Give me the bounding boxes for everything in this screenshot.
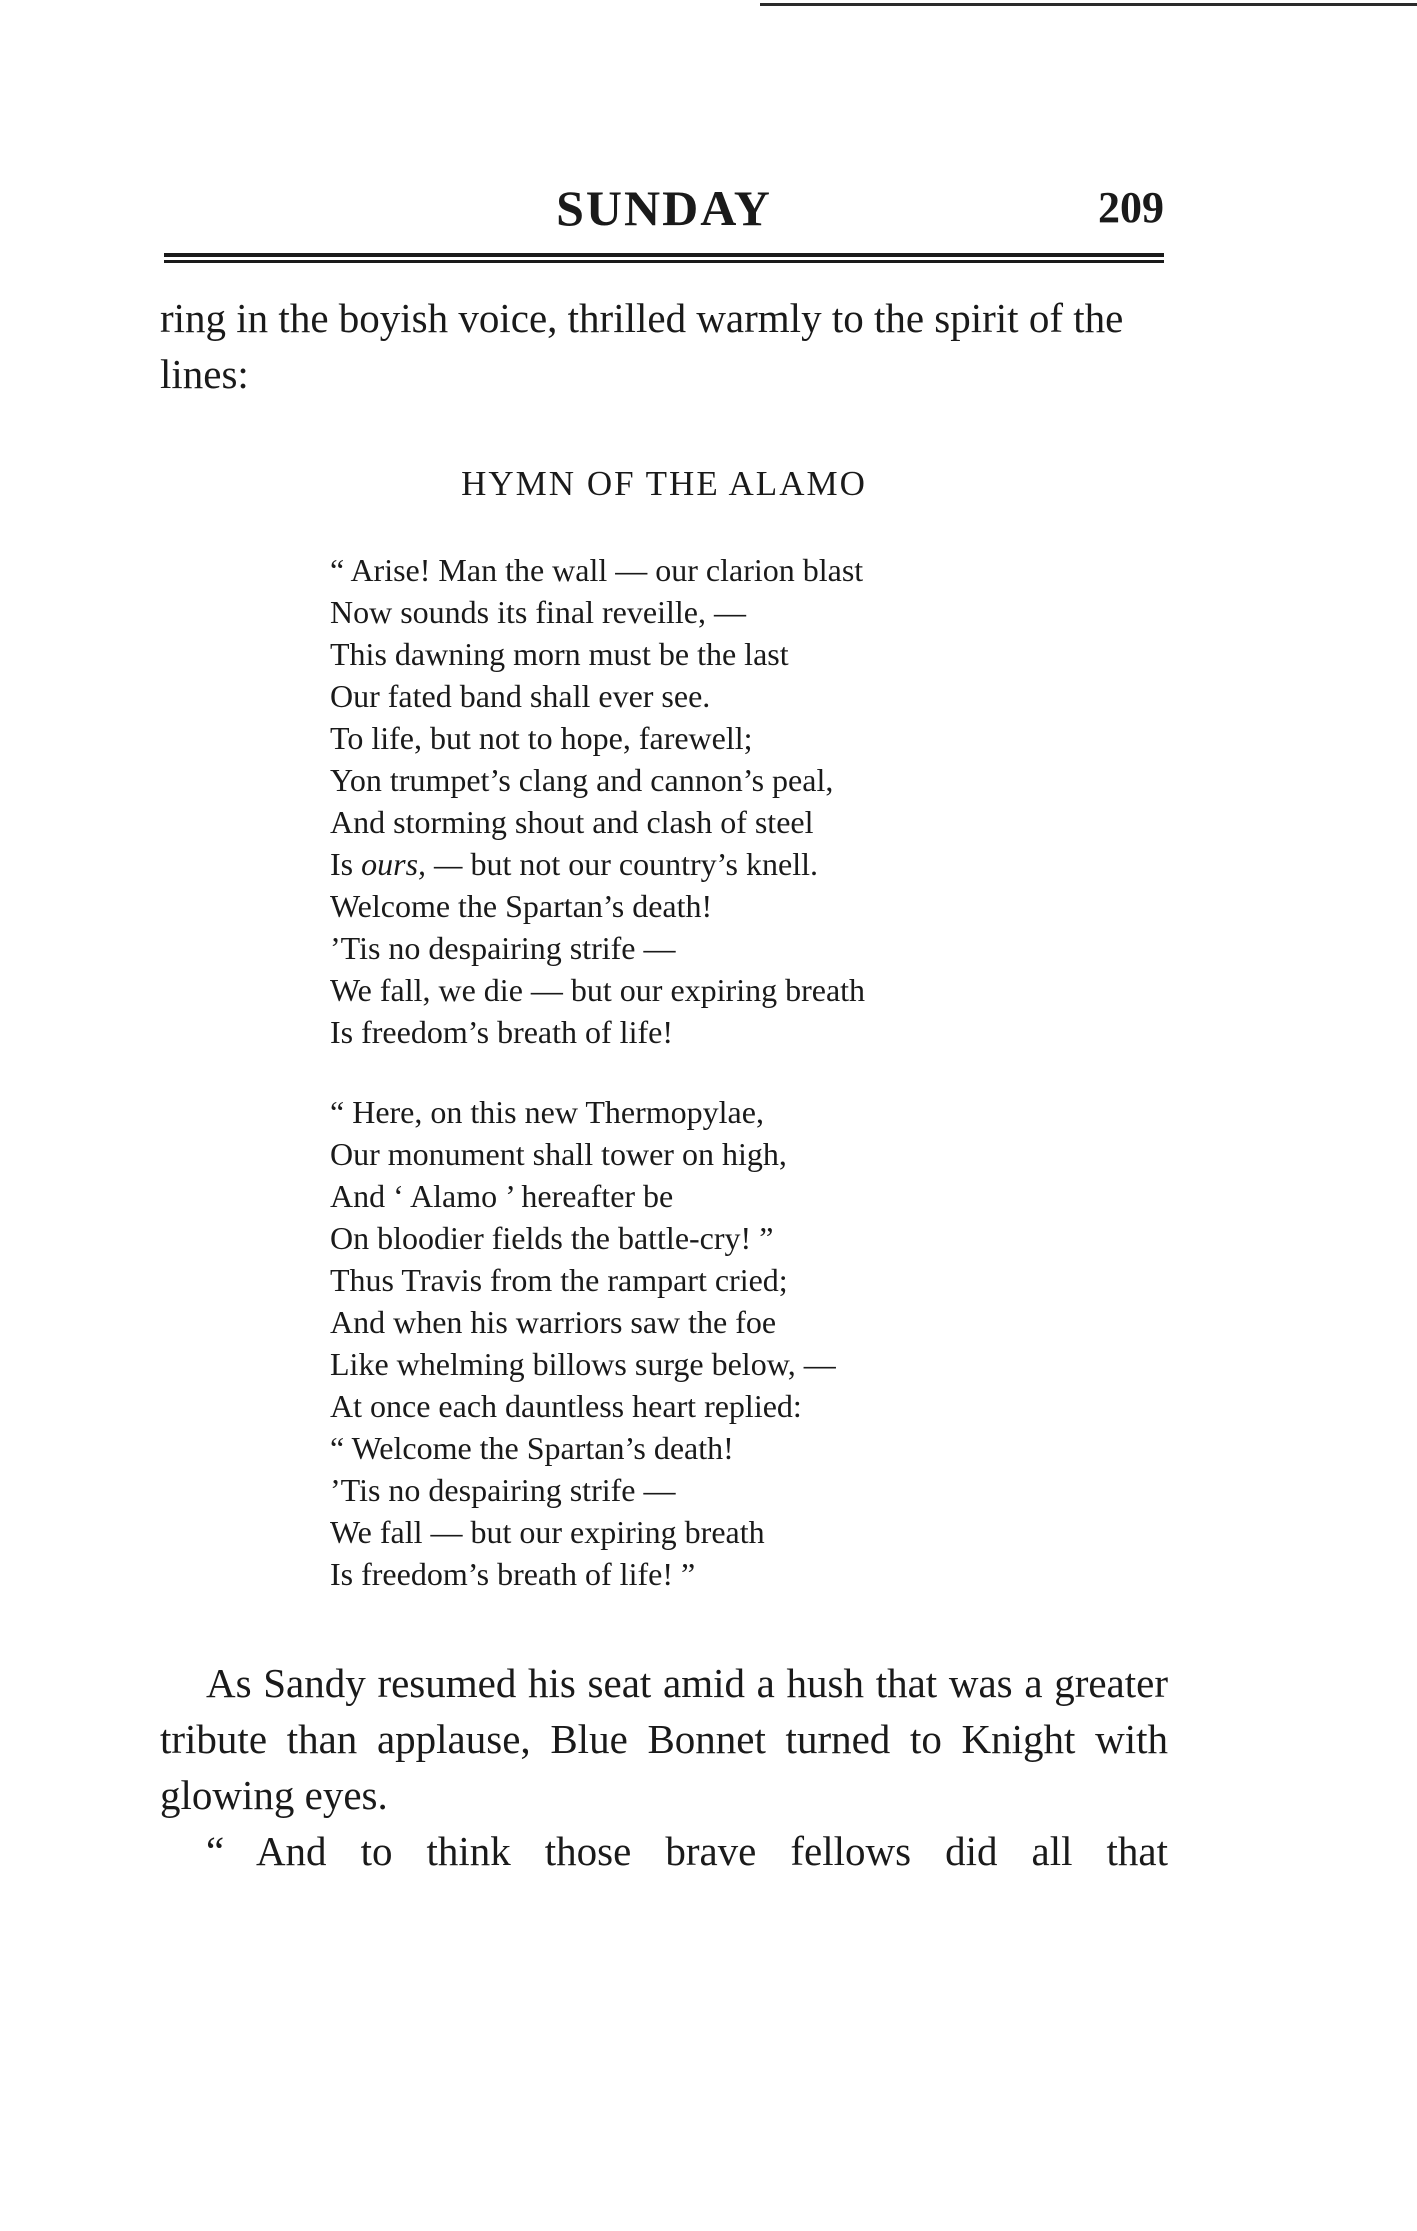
verse-line: “ Welcome the Spartan’s death! [330,1430,734,1466]
opening-text: ring in the boyish voice, thrilled warmly to the spirit of the lines: [160,295,1124,397]
verse-fragment: but not our country’s knell. [470,846,818,882]
poem-stanza-1 [330,549,1030,1053]
page-number: 209 [1098,183,1164,232]
header-rule [164,253,1164,265]
verse-line: At once each dauntless heart replied: [330,1388,802,1424]
verse-fragment: Is [330,846,354,882]
verse-line [330,843,1030,885]
verse-line: ’Tis no despairing strife — [330,930,676,966]
verse-line: We fall — but our expiring breath [330,1514,765,1550]
verse-emphasis: ours, — [361,846,463,882]
poem-title: HYMN OF THE ALAMO [461,464,867,503]
verse-line: Our fated band shall ever see. [330,678,711,714]
verse-line: Now sounds its final reveille, — [330,594,746,630]
opening-paragraph [160,290,1168,402]
verse-line: And storming shout and clash of steel [330,804,814,840]
verse-line: And when his warriors saw the foe [330,1304,777,1340]
header-rule-thick [164,253,1164,257]
verse-line: Yon trumpet’s clang and cannon’s peal, [330,762,834,798]
verse-line: “ Here, on this new Thermopylae, [330,1094,764,1130]
verse-line: “ Arise! Man the wall — our clarion blast [330,552,864,588]
verse-line: Like whelming billows surge below, — [330,1346,836,1382]
poem-stanza-2 [330,1091,1030,1595]
verse-line: ’Tis no despairing strife — [330,1472,676,1508]
closing-paragraph-2: “ And to think those brave fellows did all that [206,1828,1168,1874]
header-rule-thin [164,260,1164,263]
page-header [164,178,1164,248]
verse-line: And ‘ Alamo ’ hereafter be [330,1178,674,1214]
verse-line: Thus Travis from the rampart cried; [330,1262,788,1298]
verse-line: Welcome the Spartan’s death! [330,888,713,924]
running-head: SUNDAY [556,180,772,236]
verse-line: This dawning morn must be the last [330,636,789,672]
verse-line: Is freedom’s breath of life! ” [330,1556,696,1592]
verse-line: Our monument shall tower on high, [330,1136,787,1172]
verse-line: To life, but not to hope, farewell; [330,720,753,756]
verse-line: On bloodier fields the battle-cry! ” [330,1220,774,1256]
verse-line: Is freedom’s breath of life! [330,1014,673,1050]
page-edge-line [760,3,1417,6]
closing-paragraph-1: As Sandy resumed his seat amid a hush that was a greater tribute than applause, Blue Bonnet turned to Knight with glowing eyes. [160,1660,1168,1818]
verse-line: We fall, we die — but our expiring breath [330,972,866,1008]
closing-section [160,1655,1168,1879]
